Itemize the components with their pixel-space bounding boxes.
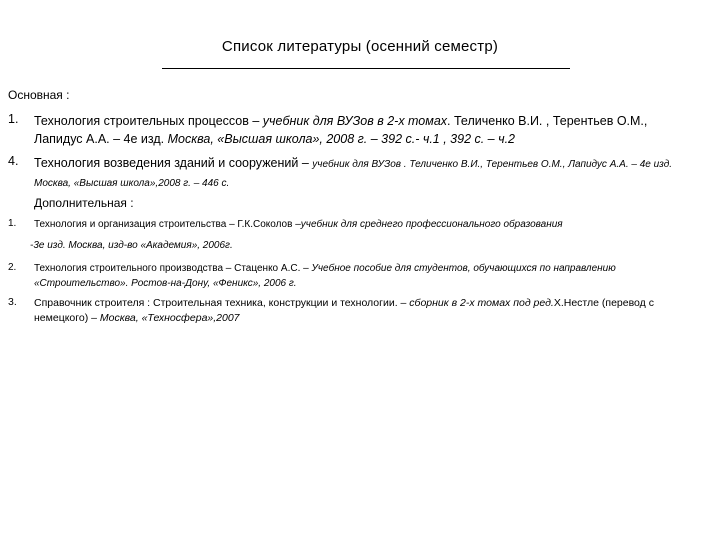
item-authors: . Теличенко В.И. , Терентьев О.М.,	[447, 114, 648, 128]
item-number: 1.	[8, 112, 19, 126]
additional-item-1	[8, 218, 708, 233]
item-title: Справочник строителя : Строительная техника, конструкции и технологии. –	[34, 297, 410, 309]
item-number: 2.	[8, 262, 17, 273]
additional-literature-heading: Дополнительная :	[34, 196, 134, 210]
item-publisher: «Строительство». Ростов-на-Дону, «Феникс», 2006 г.	[34, 277, 297, 289]
item-publisher: Москва, «Техносфера»,2007	[99, 312, 240, 325]
item-publisher: -3е изд. Москва, изд-во «Академия», 2006г.	[30, 240, 233, 251]
item-number: 3.	[8, 296, 17, 308]
item-type: Учебное пособие для студентов, обучающихся по направлению	[311, 263, 616, 274]
page-title: Список литературы (осенний семестр)	[221, 38, 499, 55]
main-item-1	[8, 112, 708, 148]
item-type: сборник в 2-х томах под ред.	[409, 297, 554, 309]
item-authors-cont: Лапидус А.А. – 4е изд.	[34, 132, 168, 147]
title-underline	[162, 68, 570, 69]
item-publisher: Москва, «Высшая школа», 2008 г. – 392 с.- ч.1 , 392 с. – ч.2	[167, 132, 516, 147]
item-translation: немецкого) –	[34, 312, 100, 325]
item-number: 1.	[8, 218, 17, 229]
item-title: Технология возведения зданий и сооружений –	[34, 156, 313, 170]
item-title: Технология строительных процессов –	[34, 114, 263, 128]
main-item-4	[8, 154, 708, 191]
item-title: Технология строительного производства – Стаценко А.С. –	[34, 263, 312, 274]
additional-item-2	[8, 262, 708, 291]
additional-item-1-publisher	[30, 240, 720, 251]
item-type: учебник для среднего профессионального образования	[300, 219, 563, 230]
additional-item-3	[8, 296, 708, 326]
item-number: 4.	[8, 154, 19, 168]
main-literature-heading: Основная :	[8, 88, 70, 102]
item-publisher: Москва, «Высшая школа»,2008 г. – 446 с.	[34, 177, 230, 189]
item-type: учебник для ВУЗов в 2-х томах	[262, 114, 448, 128]
item-editor: Х.Нестле (перевод с	[553, 297, 654, 309]
item-details: учебник для ВУЗов . Теличенко В.И., Терентьев О.М., Лапидус А.А. – 4е изд.	[312, 159, 673, 170]
item-title: Технология и организация строительства – Г.К.Соколов –	[34, 219, 301, 230]
